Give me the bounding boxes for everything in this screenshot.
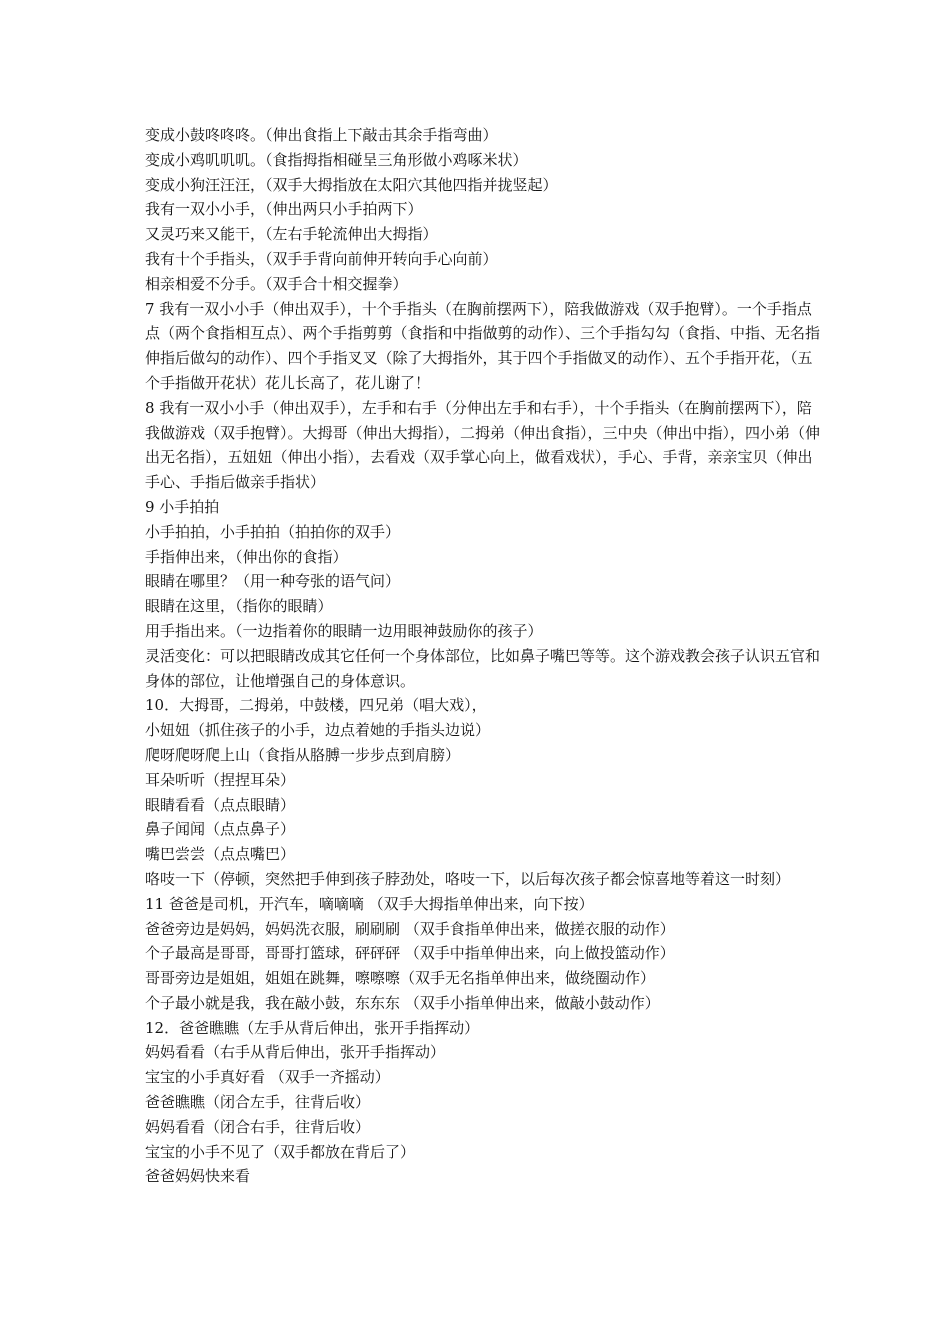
document-page — [145, 123, 820, 1189]
text-line: 爸爸妈妈快来看 — [145, 1167, 251, 1186]
text-line: 个子最小就是我，我在敲小鼓，东东东 （双手小指单伸出来，做敲小鼓动作） — [145, 993, 660, 1012]
section-heading-12: 12．爸爸瞧瞧（左手从背后伸出，张开手指挥动） — [145, 1018, 480, 1037]
text-line: 小妞妞（抓住孩子的小手，边点着她的手指头边说） — [145, 721, 491, 740]
text-line: 变成小鼓咚咚咚。（伸出食指上下敲击其余手指弯曲） — [145, 126, 498, 144]
text-line: 宝宝的小手真好看 （双手一齐摇动） — [145, 1068, 390, 1087]
text-line: 变成小狗汪汪汪，（双手大拇指放在太阳穴其他四指并拢竖起） — [145, 175, 558, 194]
text-line: 变成小鸡叽叽叽。（食指拇指相碰呈三角形做小鸡啄米状） — [145, 150, 528, 169]
text-line: 眼睛在哪里？（用一种夸张的语气问） — [145, 572, 401, 591]
text-line: 爸爸旁边是妈妈，妈妈洗衣服，刷刷刷 （双手食指单伸出来，做搓衣服的动作） — [145, 919, 675, 938]
text-line: 妈妈看看（闭合右手，往背后收） — [145, 1117, 371, 1136]
paragraph-tickle: 咯吱一下（停顿，突然把手伸到孩子脖劲处，咯吱一下，以后每次孩子都会惊喜地等着这一时刻） — [145, 869, 791, 888]
paragraph-variation: 灵活变化：可以把眼睛改成其它任何一个身体部位，比如鼻子嘴巴等等。这个游戏教会孩子认识五官和身体的部位，让他增强自己的身体意识。 — [145, 646, 821, 690]
text-line: 爬呀爬呀爬上山（食指从胳膊一步步点到肩膀） — [145, 745, 461, 764]
text-line: 又灵巧来又能干，（左右手轮流伸出大拇指） — [145, 225, 438, 244]
text-line: 鼻子闻闻（点点鼻子） — [145, 820, 296, 839]
text-line: 眼睛在这里，（指你的眼睛） — [145, 597, 333, 616]
text-line: 相亲相爱不分手。（双手合十相交握拳） — [145, 274, 408, 293]
text-line: 爸爸瞧瞧（闭合左手，往背后收） — [145, 1093, 371, 1112]
text-line: 手指伸出来，（伸出你的食指） — [145, 547, 348, 566]
paragraph-8: 8 我有一双小小手（伸出双手），左手和右手（分伸出左手和右手），十个手指头（在胸前摆两下），陪我做游戏（双手抱臂）。大拇哥（伸出大拇指），二拇弟（伸出食指），三中央（伸出中指），四小弟（伸出无名指），五妞妞（伸出小指），去看戏（双手掌心向上，做看戏状），手心、手背，亲亲宝贝（伸出手心、手指后做亲手指状） — [145, 398, 821, 492]
section-heading-11: 11 爸爸是司机，开汽车，嘀嘀嘀 （双手大拇指单伸出来，向下按） — [145, 894, 594, 913]
text-line: 嘴巴尝尝（点点嘴巴） — [145, 845, 296, 864]
text-line: 宝宝的小手不见了（双手都放在背后了） — [145, 1142, 416, 1161]
paragraph-7: 7 我有一双小小手（伸出双手），十个手指头（在胸前摆两下），陪我做游戏（双手抱臂）。一个手指点点（两个食指相互点）、两个手指剪剪（食指和中指做剪的动作）、三个手指勾勾（食指、中指、无名指伸指后做勾的动作）、四个手指叉叉（除了大拇指外，其于四个手指做叉的动作）、五个手指开花，（五个手指做开花状）花儿长高了，花儿谢了！ — [145, 299, 821, 392]
section-heading-9: 9 小手拍拍 — [145, 497, 220, 516]
text-line: 我有一双小小手，（伸出两只小手拍两下） — [145, 200, 423, 219]
text-line: 哥哥旁边是姐姐，姐姐在跳舞，嚓嚓嚓（双手无名指单伸出来，做绕圈动作） — [145, 969, 656, 988]
text-line: 个子最高是哥哥，哥哥打篮球，砰砰砰 （双手中指单伸出来，向上做投篮动作） — [145, 944, 675, 963]
section-heading-10: 10．大拇哥，二拇弟，中鼓楼，四兄弟（唱大戏）， — [145, 696, 487, 715]
text-line: 小手拍拍，小手拍拍（拍拍你的双手） — [145, 522, 401, 541]
text-line: 耳朵听听（捏捏耳朵） — [145, 770, 296, 789]
text-line: 妈妈看看（右手从背后伸出，张开手指挥动） — [145, 1043, 446, 1062]
text-line: 眼睛看看（点点眼睛） — [145, 795, 296, 814]
text-line: 我有十个手指头，（双手手背向前伸开转向手心向前） — [145, 249, 498, 268]
text-line: 用手指出来。（一边指着你的眼睛一边用眼神鼓励你的孩子） — [145, 621, 543, 640]
